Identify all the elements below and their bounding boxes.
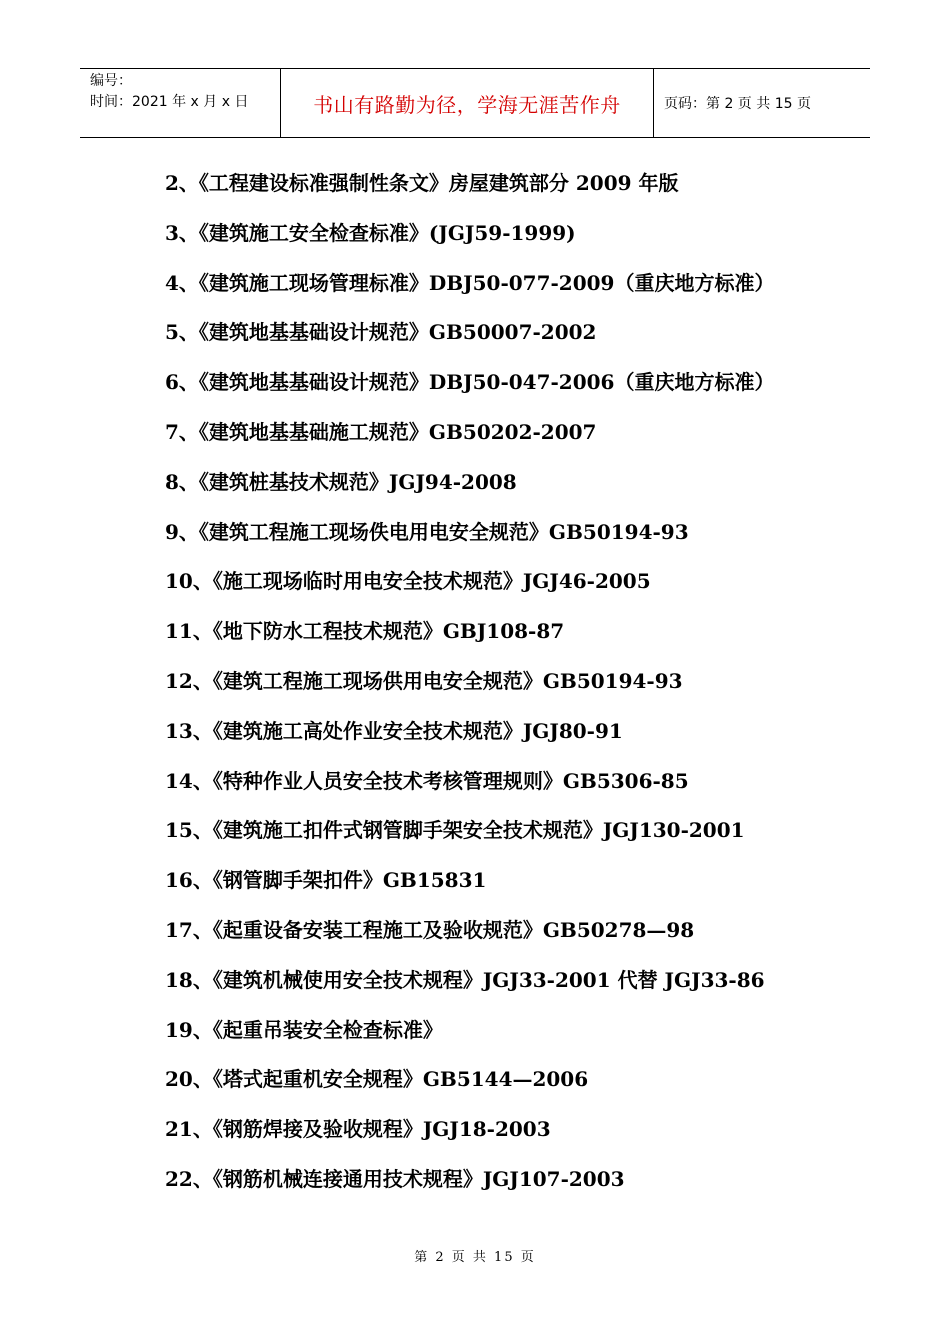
list-item: 18、《建筑机械使用安全技术规程》JGJ33-2001 代替 JGJ33-86 <box>165 967 765 992</box>
header-meta <box>80 69 281 137</box>
list-item: 15、《建筑施工扣件式钢管脚手架安全技术规范》JGJ130-2001 <box>165 818 745 843</box>
list-item: 7、《建筑地基基础施工规范》GB50202-2007 <box>165 419 597 444</box>
list-item: 8、《建筑桩基技术规范》JGJ94-2008 <box>165 469 517 494</box>
date-label: 时间：2021 年 x 月 x 日 <box>90 94 249 110</box>
list-item: 17、《起重设备安装工程施工及验收规范》GB50278—98 <box>165 917 695 942</box>
number-label: 编号： <box>90 73 132 89</box>
header-page-info: 页码：第 2 页 共 15 页 <box>664 96 811 112</box>
list-item: 19、《起重吊装安全检查标准》 <box>165 1017 443 1042</box>
list-item: 5、《建筑地基基础设计规范》GB50007-2002 <box>165 320 597 345</box>
list-item: 16、《钢管脚手架扣件》GB15831 <box>165 868 487 893</box>
list-item: 20、《塔式起重机安全规程》GB5144—2006 <box>165 1067 589 1092</box>
list-item: 12、《建筑工程施工现场供用电安全规范》GB50194-93 <box>165 668 683 693</box>
list-item: 21、《钢筋焊接及验收规程》JGJ18-2003 <box>165 1117 551 1142</box>
list-item: 22、《钢筋机械连接通用技术规程》JGJ107-2003 <box>165 1166 625 1191</box>
page-footer: 第 2 页 共 15 页 <box>414 1250 536 1265</box>
list-item: 4、《建筑施工现场管理标准》DBJ50-077-2009（重庆地方标准） <box>165 270 775 295</box>
list-item: 9、《建筑工程施工现场佚电用电安全规范》GB50194-93 <box>165 519 689 544</box>
list-item: 13、《建筑施工高处作业安全技术规范》JGJ80-91 <box>165 718 623 743</box>
list-item: 10、《施工现场临时用电安全技术规范》JGJ46-2005 <box>165 569 651 594</box>
header-motto: 书山有路勤为径，学海无涯苦作舟 <box>281 69 654 137</box>
list-item: 11、《地下防水工程技术规范》GBJ108-87 <box>165 619 565 644</box>
document-header <box>80 68 870 138</box>
list-item: 6、《建筑地基基础设计规范》DBJ50-047-2006（重庆地方标准） <box>165 370 775 395</box>
standards-list <box>165 168 774 1214</box>
list-item: 2、《工程建设标准强制性条文》房屋建筑部分 2009 年版 <box>165 171 679 195</box>
list-item: 14、《特种作业人员安全技术考核管理规则》GB5306-85 <box>165 768 689 793</box>
list-item: 3、《建筑施工安全检查标准》(JGJ59-1999) <box>165 220 576 245</box>
